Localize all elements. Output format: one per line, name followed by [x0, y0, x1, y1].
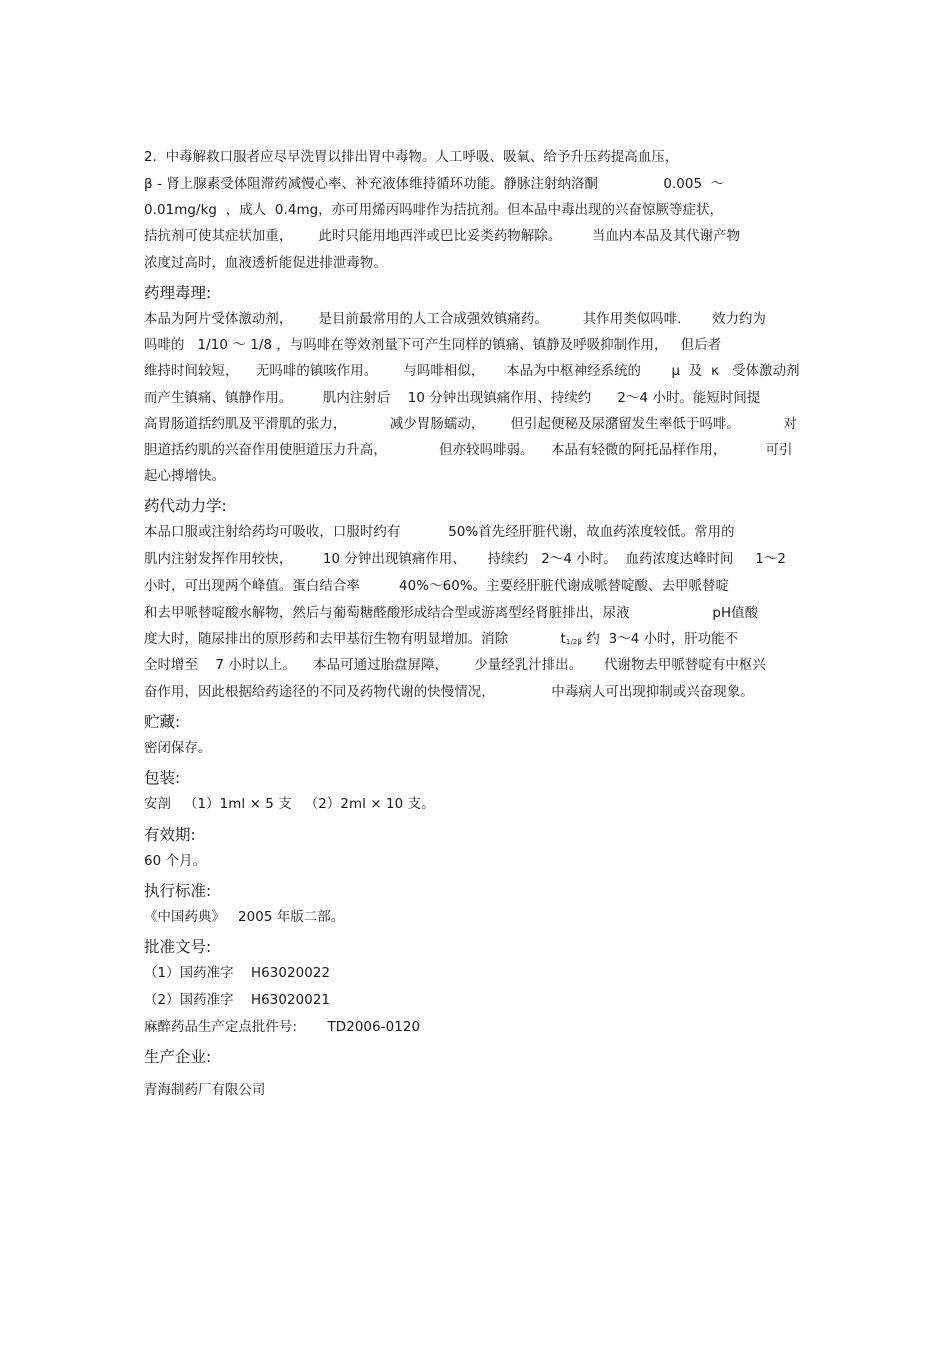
half-life-symbol: t	[560, 632, 566, 647]
pharmacokinetics-line-5-text: 度大时，随尿排出的原形药和去甲基衍生物有明显增加。消除	[144, 632, 509, 647]
pharmacology-line-6: 胆道括约肌的兴奋作用使胆道压力升高， 但亦较吗啡弱。 本品有轻微的阿托品样作用， 可引	[144, 443, 793, 458]
pharmacology-line-5: 高胃肠道括约肌及平滑肌的张力， 减少胃肠蠕动， 但引起便秘及尿潴留发生率低于吗啡。 对	[144, 417, 797, 432]
pharmacokinetics-line-4: 和去甲哌替啶酸水解物，然后与葡萄糖醛酸形成结合型或游离型经肾脏排出，尿液 pH值酸	[144, 606, 759, 621]
antidote-line-4: 拮抗剂可使其症状加重， 此时只能用地西泮或巴比妥类药物解除。 当血内本品及其代谢产物	[144, 229, 741, 244]
approval-heading: 批准文号:	[144, 938, 212, 956]
pharmacology-line-7: 起心搏增快。	[144, 469, 225, 484]
manufacturer-heading: 生产企业:	[144, 1048, 212, 1066]
pharmacokinetics-line-7: 奋作用，因此根据给药途径的不同及药物代谢的快慢情况， 中毒病人可出现抑制或兴奋现象。	[144, 685, 754, 700]
pharmacokinetics-line-5	[144, 631, 738, 650]
package-heading: 包装:	[144, 769, 181, 787]
pharmacology-line-4: 而产生镇痛、镇静作用。 肌内注射后 10 分钟出现镇痛作用、持续约 2～4 小时。能短时间提	[144, 391, 761, 406]
pharmacology-heading: 药理毒理:	[144, 284, 212, 302]
approval-line-1: （1）国药准字 H63020022	[144, 966, 331, 981]
validity-text: 60 个月。	[144, 854, 207, 869]
storage-text: 密闭保存。	[144, 741, 212, 756]
pharmacokinetics-line-6: 全时增至 7 小时以上。 本品可通过胎盘屏障， 少量经乳汁排出。 代谢物去甲哌替啶有中枢兴	[144, 658, 766, 673]
pharmacokinetics-heading: 药代动力学:	[144, 497, 227, 515]
pharmacokinetics-line-1: 本品口服或注射给药均可吸收，口服时约有 50%首先经肝脏代谢，故血药浓度较低。常用的	[144, 525, 735, 540]
pharmacology-line-1: 本品为阿片受体激动剂， 是目前最常用的人工合成强效镇痛药。 其作用类似吗啡. 效力约为	[144, 312, 766, 327]
pharmacology-line-2: 吗啡的 1/10 ～ 1/8 ，与吗啡在等效剂量下可产生同样的镇痛、镇静及呼吸抑制作用， 但后者	[144, 338, 722, 353]
antidote-line-2: β - 肾上腺素受体阻滞药减慢心率、补充液体维持循环功能。静脉注射纳洛酮 0.005 ～	[144, 177, 725, 192]
approval-line-2: （2）国药准字 H63020021	[144, 993, 331, 1008]
validity-heading: 有效期:	[144, 826, 196, 844]
half-life-subscript: 1/2β	[565, 638, 583, 646]
pharmacokinetics-line-3: 小时，可出现两个峰值。蛋白结合率 40%～60%。主要经肝脏代谢成哌替啶酸、去甲哌替啶	[144, 579, 729, 594]
approval-line-3: 麻醉药品生产定点批件号: TD2006-0120	[144, 1020, 421, 1035]
standard-text: 《中国药典》 2005 年版二部。	[144, 910, 345, 925]
package-text: 安剖 （1）1ml × 5 支 （2）2ml × 10 支。	[144, 797, 435, 812]
standard-heading: 执行标准:	[144, 882, 212, 900]
storage-heading: 贮藏:	[144, 713, 181, 731]
pharmacokinetics-half-life-gap	[508, 632, 560, 647]
antidote-line-3: 0.01mg/kg ，成人 0.4mg，亦可用烯丙吗啡作为拮抗剂。但本品中毒出现的兴奋惊厥等症状，	[144, 203, 723, 218]
pharmacokinetics-line-5-rest: 约 3～4 小时，肝功能不	[582, 632, 739, 647]
manufacturer-text: 青海制药厂有限公司	[144, 1083, 266, 1098]
antidote-line-1: 2. 中毒解救口服者应尽早洗胃以排出胃中毒物。人工呼吸、吸氧、给予升压药提高血压，	[144, 150, 679, 165]
pharmacology-line-3: 维持时间较短， 无吗啡的镇咳作用。 与吗啡相似， 本品为中枢神经系统的 μ 及 κ 受体激动剂	[144, 364, 800, 379]
antidote-line-5: 浓度过高时，血液透析能促进排泄毒物。	[144, 256, 387, 271]
pharmacokinetics-line-2: 肌内注射发挥作用较快， 10 分钟出现镇痛作用、 持续约 2～4 小时。 血药浓度达峰时间 1～2	[144, 552, 786, 567]
